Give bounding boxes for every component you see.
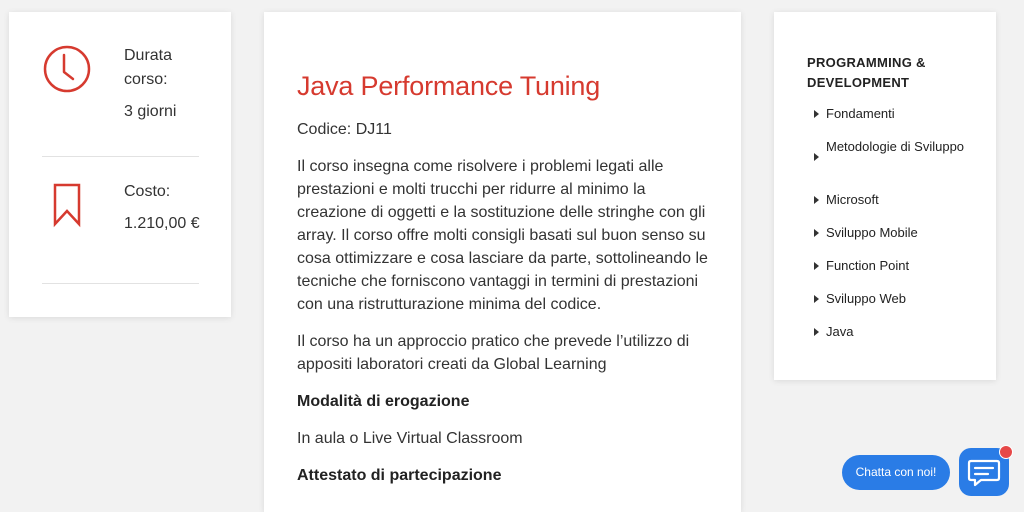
duration-label: Durata corso: [124, 47, 173, 88]
certificate-heading: Attestato di partecipazione [297, 467, 502, 484]
category-label: Fondamenti [826, 106, 895, 121]
clock-icon [42, 44, 92, 94]
category-label: Sviluppo Web [826, 291, 906, 306]
category-link-sviluppo-mobile[interactable] [814, 223, 974, 243]
delivery-heading: Modalità di erogazione [297, 393, 470, 410]
course-content-card [264, 12, 741, 512]
course-title: Java Performance Tuning [297, 71, 601, 101]
course-code: Codice: DJ11 [297, 121, 392, 138]
caret-right-icon [814, 229, 819, 237]
category-label: Java [826, 324, 854, 339]
category-label: Sviluppo Mobile [826, 225, 918, 240]
chat-prompt-bubble[interactable]: Chatta con noi! [842, 455, 950, 490]
caret-right-icon [814, 110, 819, 118]
category-link-java[interactable] [814, 322, 974, 342]
cost-value: 1.210,00 € [124, 215, 200, 232]
bookmark-icon [42, 180, 92, 230]
category-link-sviluppo-web[interactable] [814, 289, 974, 309]
category-link-metodologie[interactable] [814, 137, 974, 157]
duration-info [42, 44, 199, 157]
category-link-microsoft[interactable] [814, 190, 974, 210]
delivery-value: In aula o Live Virtual Classroom [297, 430, 523, 447]
course-description: Il corso insegna come risolvere i problemi legati alle prestazioni e molti trucchi per ridurre al minimo la creazione di oggetti e la sostituzione delle stringhe con gli array. Il corso offre molti consigli basati sul buon senso su cosa ottimizzare e cosa lasciare da parte, sottolineando le tecniche che forniscono vantaggi in termini di prestazioni con una ristrutturazione minima del codice. [297, 158, 708, 313]
caret-right-icon [814, 262, 819, 270]
course-approach: Il corso ha un approccio pratico che prevede l’utilizzo di appositi laboratori creati da Global Learning [297, 333, 690, 373]
caret-right-icon [814, 196, 819, 204]
category-title: PROGRAMMING & DEVELOPMENT [807, 55, 926, 90]
duration-value: 3 giorni [124, 103, 177, 120]
category-sidebar [774, 12, 996, 380]
category-link-function-point[interactable] [814, 256, 974, 276]
cost-label: Costo: [124, 183, 171, 200]
cost-info [42, 180, 199, 284]
category-label: Microsoft [826, 192, 879, 207]
notification-dot [999, 445, 1013, 459]
caret-right-icon [814, 295, 819, 303]
course-info-card [9, 12, 231, 317]
caret-right-icon [814, 153, 819, 161]
category-label: Function Point [826, 258, 910, 273]
category-link-fondamenti[interactable] [814, 104, 974, 124]
category-label: Metodologie di Sviluppo [826, 139, 965, 154]
caret-right-icon [814, 328, 819, 336]
